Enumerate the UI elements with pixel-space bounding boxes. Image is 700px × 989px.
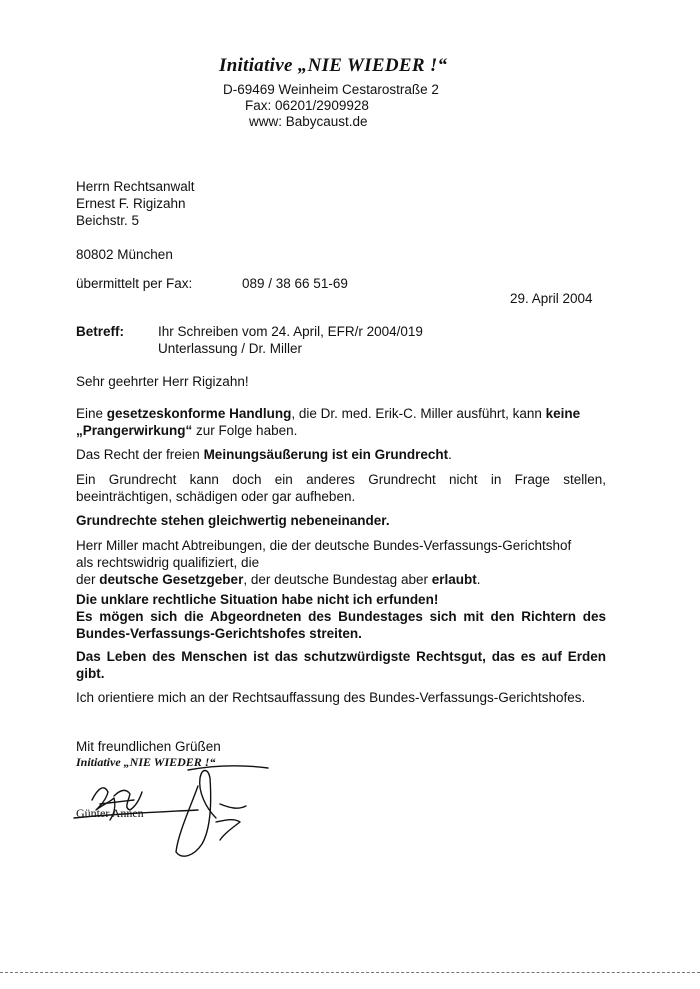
p2-bold-grundrecht: Meinungsäußerung ist ein Grundrecht [203,447,449,462]
recipient-line1: Herrn Rechtsanwalt [76,179,195,194]
subject-line1: Ihr Schreiben vom 24. April, EFR/r 2004/019 [158,324,423,339]
paragraph-2 [76,446,606,463]
recipient-line2: Ernest F. Rigizahn [76,196,186,211]
letterhead-address: D-69469 Weinheim Cestarostraße 2 [223,82,439,97]
closing-organization: Initiative „NIE WIEDER !“ [76,755,216,769]
handwritten-signature-icon [70,748,280,868]
p6-line2: Es mögen sich die Abgeordneten des Bundestages sich mit den Richtern des [76,609,606,624]
p1-bold-keine: keine [545,406,581,421]
p6-line3: Bundes-Verfassungs-Gerichtshofes streiten. [76,626,362,641]
p7-line2: gibt. [76,666,105,681]
p5-bold-erlaubt: erlaubt [431,572,477,587]
letterhead-organization: Initiative „NIE WIEDER !“ [219,55,448,76]
paragraph-3 [76,471,606,505]
letterhead-fax: Fax: 06201/2909928 [245,98,369,113]
recipient-line3: Beichstr. 5 [76,213,140,228]
p1-text-c: , die Dr. med. Erik-C. Miller ausführt, kann [291,406,546,421]
p3-line1: Ein Grundrecht kann doch ein anderes Grundrecht nicht in Frage stellen, [76,472,606,487]
paragraph-7 [76,648,606,682]
paragraph-8: Ich orientiere mich an der Rechtsauffassung des Bundes-Verfassungs-Gerichtshofes. [76,690,586,705]
closing-greeting: Mit freundlichen Grüßen [76,739,221,754]
letterhead-web: www: Babycaust.de [249,114,368,129]
p5-line2: als rechtswidrig qualifiziert, die [76,555,260,570]
p7-line1: Das Leben des Menschen ist das schutzwürdigste Rechtsgut, das es auf Erden [76,649,606,664]
paragraph-6 [76,591,606,642]
p1-bold-prangerwirkung: „Prangerwirkung“ [76,423,193,438]
p2-text-c: . [448,447,452,462]
p5-text-a: der [76,572,100,587]
page-bottom-rule [0,972,700,973]
p1-text-f: zur Folge haben. [192,423,298,438]
subject-label: Betreff: [76,324,125,339]
p5-line1: Herr Miller macht Abtreibungen, die der deutsche Bundes-Verfassungs-Gerichtshof [76,538,572,553]
p6-line1: Die unklare rechtliche Situation habe nicht ich erfunden! [76,592,439,607]
paragraph-4: Grundrechte stehen gleichwertig nebeneinander. [76,513,390,528]
p1-text-a: Eine [76,406,107,421]
paragraph-5 [76,537,636,588]
p5-bold-gesetzgeber: deutsche Gesetzgeber [99,572,244,587]
transmission-label: übermittelt per Fax: [76,276,193,291]
subject-line2: Unterlassung / Dr. Miller [158,341,303,356]
closing-name: Günter Annen [76,806,144,820]
letter-date: 29. April 2004 [510,291,593,306]
p5-text-e: . [476,572,481,587]
salutation: Sehr geehrter Herr Rigizahn! [76,374,249,389]
p5-text-c: , der deutsche Bundestag aber [243,572,432,587]
p3-line2: beeinträchtigen, schädigen oder gar aufheben. [76,489,356,504]
transmission-number: 089 / 38 66 51-69 [242,276,348,291]
p1-bold-handlung: gesetzeskonforme Handlung [106,406,292,421]
paragraph-1 [76,405,606,439]
recipient-city: 80802 München [76,247,173,262]
p2-text-a: Das Recht der freien [76,447,204,462]
